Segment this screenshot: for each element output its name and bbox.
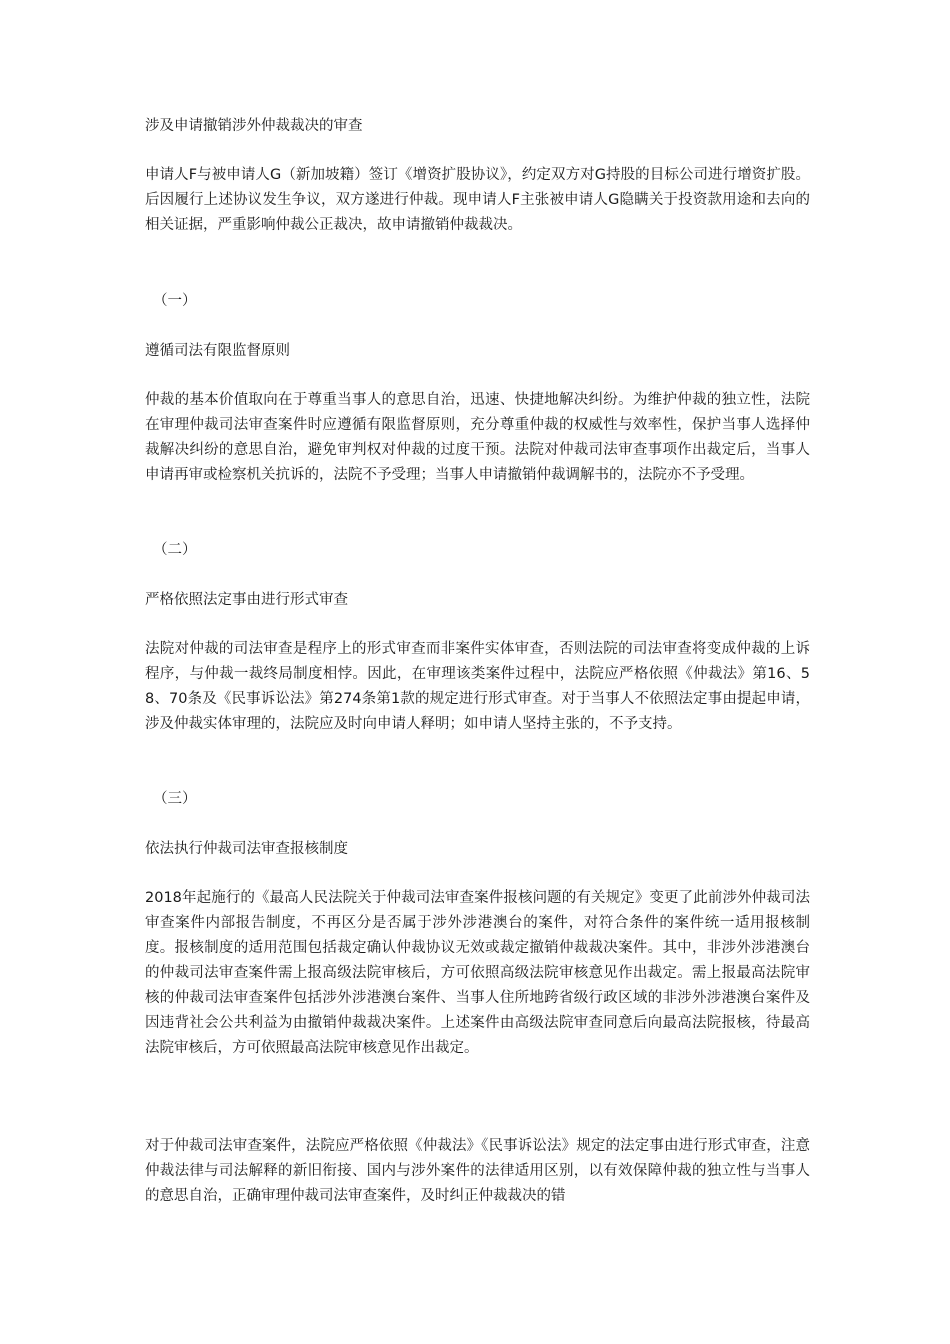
section-3-heading: 依法执行仲裁司法审查报核制度: [145, 841, 348, 857]
section-2-body: 法院对仲裁的司法审查是程序上的形式审查而非案件实体审查，否则法院的司法审查将变成仲裁的上诉程序，与仲裁一裁终局制度相悖。因此，在审理该类案件过程中，法院应严格依照《仲裁法》第16、58、70条及《民事诉讼法》第274条第1款的规定进行形式审查。对于当事人不依照法定事由提起申请，涉及仲裁实体审理的，法院应及时向申请人释明；如申请人坚持主张的，不予支持。: [145, 641, 810, 732]
section-2-heading: 严格依照法定事由进行形式审查: [145, 592, 348, 608]
section-3-marker: （三）: [153, 791, 197, 807]
section-3-body: 2018年起施行的《最高人民法院关于仲裁司法审查案件报核问题的有关规定》变更了此前涉外仲裁司法审查案件内部报告制度，不再区分是否属于涉外涉港澳台的案件，对符合条件的案件统一适用报核制度。报核制度的适用范围包括裁定确认仲裁协议无效或裁定撤销仲裁裁决案件。其中，非涉外涉港澳台的仲裁司法审查案件需上报高级法院审核后，方可依照高级法院审核意见作出裁定。需上报最高法院审核的仲裁司法审查案件包括涉外涉港澳台案件、当事人住所地跨省级行政区域的非涉外涉港澳台案件及因违背社会公共利益为由撤销仲裁裁决案件。上述案件由高级法院审查同意后向最高法院报核，待最高法院审核后，方可依照最高法院审核意见作出裁定。: [145, 890, 810, 1056]
conclusion-paragraph: 对于仲裁司法审查案件，法院应严格依照《仲裁法》《民事诉讼法》规定的法定事由进行形式审查，注意仲裁法律与司法解释的新旧衔接、国内与涉外案件的法律适用区别，以有效保障仲裁的独立性与当事人的意思自治，正确审理仲裁司法审查案件，及时纠正仲裁裁决的错: [145, 1138, 810, 1204]
intro-paragraph: 申请人F与被申请人G（新加坡籍）签订《增资扩股协议》，约定双方对G持股的目标公司进行增资扩股。后因履行上述协议发生争议，双方遂进行仲裁。现申请人F主张被申请人G隐瞒关于投资款用途和去向的相关证据，严重影响仲裁公正裁决，故申请撤销仲裁裁决。: [145, 167, 810, 233]
document-title: 涉及申请撤销涉外仲裁裁决的审查: [145, 118, 363, 134]
section-1-heading: 遵循司法有限监督原则: [145, 343, 290, 359]
section-1-body: 仲裁的基本价值取向在于尊重当事人的意思自治，迅速、快捷地解决纠纷。为维护仲裁的独立性，法院在审理仲裁司法审查案件时应遵循有限监督原则，充分尊重仲裁的权威性与效率性，保护当事人选择仲裁解决纠纷的意思自治，避免审判权对仲裁的过度干预。法院对仲裁司法审查事项作出裁定后，当事人申请再审或检察机关抗诉的，法院不予受理；当事人申请撤销仲裁调解书的，法院亦不予受理。: [145, 392, 810, 483]
section-2-marker: （二）: [153, 542, 197, 558]
section-1-marker: （一）: [153, 293, 197, 309]
